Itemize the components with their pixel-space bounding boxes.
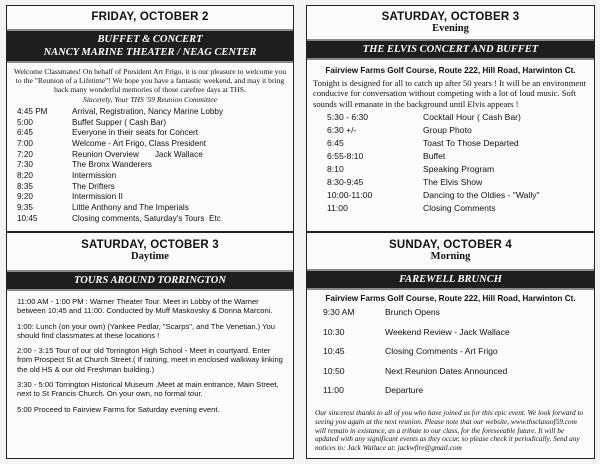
schedule-row [327, 164, 540, 177]
schedule-row [323, 346, 510, 366]
schedule-time: 9:20 [17, 192, 33, 202]
schedule-row [327, 151, 540, 164]
schedule-row [327, 177, 540, 190]
sunday-closing-note: Our sincerest thanks to all of you who have joined us for this epic event. We look forward to seeing you again at the next reunion. Please note that our website, www.thsclassof59.com will remain in existance, as a tribute to our class, for the foreseeable future. It will be updated with any significant events as they occur, so please check it periodically. Send any notices to: Jack Wallace at: jackwfire@gmail.com [315, 407, 584, 453]
schedule-event: Next Reunion Dates Announced [385, 365, 508, 376]
schedule-time: 6:55-8:10 [327, 151, 364, 162]
schedule-event: Departure [385, 385, 424, 396]
schedule-time: 6:30 +/- [327, 125, 357, 136]
saturday-evening-description: Tonight is designed for all to catch up after 50 years ! It will be an environment conducive for conversation without competing with a lot of loud music. Soft sounds will emanate in the background until Elvis appears ! [313, 78, 586, 109]
schedule-event: Welcome - Art Frigo, Class President [72, 138, 207, 148]
schedule-row [327, 125, 540, 138]
schedule-row [327, 190, 540, 203]
schedule-time: 4:45 PM [17, 106, 48, 116]
schedule-time: 6:45 [17, 128, 33, 138]
schedule-time: 9:30 AM [323, 307, 355, 317]
tour-item: 2:00 - 3:15 Tour of our old Torrington High School - Meet in courtyard. Enter from Prospect St at Church Street.( If raining, meet in enclosed walkway linking the old HS & our old Freshman building.) [17, 346, 283, 374]
sunday-venue: Fairview Farms Golf Course, Route 222, Hill Road, Harwinton Ct. [325, 294, 576, 303]
schedule-row [323, 385, 510, 405]
schedule-event: Buffet Supper ( Cash Bar) [72, 117, 167, 127]
saturday-evening-banner: THE ELVIS CONCERT AND BUFFET [307, 39, 594, 60]
tour-item: 1:00: Lunch (on your own) (Yankee Pedlar, "Scarps", and The Venetian.) You should find classmates at these locations ! [17, 321, 275, 340]
schedule-row [327, 112, 540, 125]
schedule-row [323, 327, 510, 347]
schedule-row [17, 214, 223, 225]
schedule-event: Closing comments, Saturday's Tours Etc [72, 213, 221, 223]
sunday-schedule [323, 307, 510, 405]
schedule-time: 10:00-11:00 [327, 190, 373, 201]
friday-signoff [7, 95, 293, 104]
friday-banner-line1: BUFFET & CONCERT [97, 34, 203, 45]
saturday-daytime-panel [6, 232, 294, 459]
schedule-row [323, 307, 510, 327]
schedule-event: Everyone in their seats for Concert [72, 128, 199, 138]
schedule-time: 10:50 [323, 365, 345, 376]
schedule-event: Closing Comments - Art Frigo [385, 346, 498, 357]
saturday-evening-schedule [327, 112, 540, 216]
saturday-day-title: SATURDAY, OCTOBER 3 [81, 239, 219, 251]
schedule-row [17, 150, 223, 161]
schedule-time: 8:30-9:45 [327, 177, 364, 188]
schedule-event: The Drifters [72, 181, 115, 191]
friday-banner-line2: NANCY MARINE THEATER / NEAG CENTER [43, 47, 257, 58]
schedule-row [17, 192, 223, 203]
schedule-time: 5:30 - 6:30 [327, 112, 369, 123]
schedule-time: 7:30 [17, 160, 33, 170]
tours-list [7, 297, 293, 414]
saturday-evening-panel [306, 5, 595, 232]
tour-item: 3:30 - 5:00 Torrington Historical Museum .Meet at main entrance, Main Street, next to St Francis Church. On your own, no formal tour. [17, 380, 279, 399]
saturday-day-banner: TOURS AROUND TORRINGTON [7, 270, 293, 291]
schedule-time: 10:45 [17, 213, 38, 223]
schedule-event: Group Photo [423, 125, 472, 136]
schedule-time: 9:35 [17, 203, 33, 212]
schedule-time: 11:00 [323, 385, 344, 396]
friday-schedule [17, 107, 223, 225]
sunday-subtitle: Morning [430, 251, 471, 262]
schedule-event: Brunch Opens [385, 307, 440, 317]
schedule-event: Buffet [423, 151, 446, 162]
sunday-title: SUNDAY, OCTOBER 4 [389, 239, 512, 251]
schedule-row [17, 182, 223, 193]
schedule-event: The Elvis Show [423, 177, 483, 188]
saturday-evening-subtitle: Evening [432, 23, 469, 34]
schedule-row [17, 139, 223, 150]
schedule-event: Cocktail Hour ( Cash Bar) [423, 112, 521, 123]
friday-signoff-text: Sincerely, Your THS '59 Reunion Committee [83, 94, 217, 104]
sunday-panel [306, 232, 595, 459]
schedule-row [17, 107, 223, 118]
schedule-time: 6:45 [327, 138, 344, 149]
saturday-evening-title: SATURDAY, OCTOBER 3 [381, 11, 520, 23]
schedule-event: Weekend Review - Jack Wallace [385, 326, 510, 337]
schedule-row [17, 128, 223, 139]
schedule-row [17, 203, 223, 214]
schedule-time: 7:20 [17, 149, 33, 159]
sunday-banner: FAREWELL BRUNCH [307, 269, 594, 290]
friday-banner [7, 29, 293, 63]
schedule-row [323, 366, 510, 386]
schedule-event: Intermission II [72, 192, 123, 202]
schedule-time: 11:00 [327, 203, 348, 214]
schedule-row [327, 138, 540, 151]
schedule-event: Arrival, Registration, Nancy Marine Lobby [72, 106, 224, 116]
saturday-day-subtitle: Daytime [131, 251, 169, 262]
friday-intro: Welcome Classmates! On behalf of President Art Frigo, it is our pleasure to welcome you to the "Reunion of a Lifetime"! We hope you have a fantastic weekend, and may it bring back many wonderful memories of those carefree days at THS. [13, 67, 287, 95]
schedule-row [17, 171, 223, 182]
schedule-time: 10:45 [323, 346, 345, 357]
schedule-time: 8:10 [327, 164, 344, 175]
schedule-event: The Bronx Wanderers [72, 160, 152, 170]
saturday-evening-venue: Fairview Farms Golf Course, Route 222, Hill Road, Harwinton Ct. [325, 66, 576, 75]
tour-item: 11:00 AM - 1:00 PM : Warner Theater Tour. Meet in Lobby of the Warner between 10:45 and 11:00. Conducted by Muff Maskovsky & Donna Marconi. [17, 297, 273, 316]
schedule-event: Reunion Overview Jack Wallace [72, 149, 203, 159]
schedule-row [17, 160, 223, 171]
schedule-event: Intermission [72, 170, 117, 180]
schedule-time: 7:00 [17, 138, 33, 148]
schedule-event: Toast To Those Departed [423, 138, 519, 149]
friday-panel [6, 5, 294, 232]
schedule-event: Closing Comments [423, 203, 496, 214]
schedule-time: 8:20 [17, 170, 33, 180]
schedule-event: Little Anthony and The Imperials [72, 203, 189, 212]
schedule-event: Dancing to the Oldies - "Wally" [423, 190, 540, 201]
schedule-time: 5:00 [17, 117, 33, 127]
schedule-event: Speaking Program [423, 164, 495, 175]
schedule-row [17, 118, 223, 129]
schedule-time: 10:30 [323, 326, 345, 337]
tour-item: 5:00 Proceed to Fairview Farms for Saturday evening event. [17, 404, 220, 414]
friday-title: FRIDAY, OCTOBER 2 [91, 11, 209, 23]
schedule-row [327, 203, 540, 216]
schedule-time: 8:35 [17, 181, 33, 191]
